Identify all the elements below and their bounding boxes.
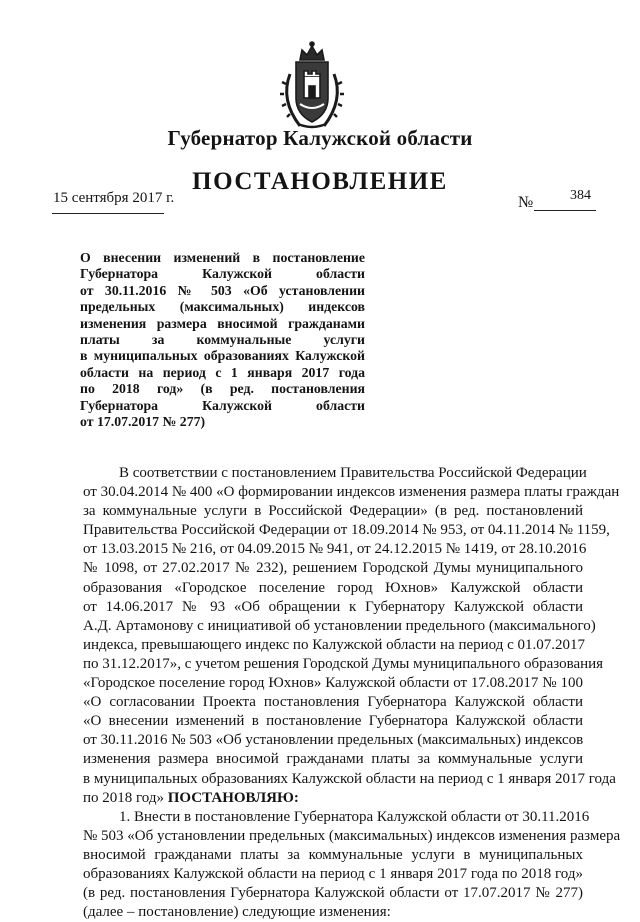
body-line: «О внесении изменений в постановление Губернатора Калужской области [83, 713, 583, 730]
body-line: от 30.11.2016 № 503 «Об установлении предельных (максимальных) индексов [83, 732, 584, 749]
subject-line: изменения размера вносимой гражданами [80, 315, 365, 331]
subject-line: предельных (максимальных) индексов [80, 299, 365, 315]
body-line: от 14.06.2017 № 93 «Об обращении к Губернатору Калужской области [83, 598, 583, 615]
doc-type-title: ПОСТАНОВЛЕНИЕ [192, 168, 448, 195]
body-line-end: по 2018 год» [83, 789, 165, 806]
body-line: 1. Внести в постановление Губернатора Калужской области от 30.11.2016 [119, 808, 590, 825]
body-line: за коммунальные услуги в Российской Федерации» (в ред. постановлений [83, 503, 583, 520]
body-line: Правительства Российской Федерации от 18.09.2014 № 953, от 04.11.2014 № 1159, [83, 522, 610, 539]
body-line: № 1098, от 27.02.2017 № 232), решением Городской Думы муниципального [83, 560, 583, 577]
subject-line: от 30.11.2016 № 503 «Об установлении [80, 282, 365, 298]
body-line: образования «Городское поселение город Юхнов» Калужской области [83, 579, 583, 596]
date-underline [52, 213, 164, 214]
body-line: образованиях Калужской области на период с 1 января 2017 года по 2018 год» [83, 865, 583, 882]
subject-line: Губернатора Калужской области [80, 397, 365, 413]
body-line: «О согласовании Проекта постановления Губернатора Калужской области [83, 694, 583, 711]
document-date: 15 сентября 2017 г. [53, 190, 175, 206]
body-line: индекса, превышающего индекс по Калужской области на период с 01.07.2017 [83, 636, 586, 653]
subject-line: от 17.07.2017 № 277) [80, 414, 206, 430]
body-line: В соответствии с постановлением Правительства Российской Федерации [119, 465, 587, 481]
subject-line: области на период с 1 января 2017 года [80, 364, 365, 380]
body-line: от 13.03.2015 № 216, от 04.09.2015 № 941, от 24.12.2015 № 1419, от 28.10.2016 [83, 541, 587, 558]
body-line: (в ред. постановления Губернатора Калужской области от 17.07.2017 № 277) [83, 885, 583, 902]
number-underline [534, 210, 596, 211]
coat-of-arms-icon [276, 40, 348, 132]
org-title: Губернатор Калужской области [167, 126, 473, 150]
subject-block [80, 250, 365, 430]
body-line: вносимой гражданами платы за коммунальные услуги в муниципальных [83, 846, 583, 863]
body-line: от 30.04.2014 № 400 «О формировании индексов изменения размера платы граждан [83, 484, 620, 501]
body-line: по 31.12.2017», с учетом решения Городской Думы муниципального образования [83, 655, 604, 672]
body-line: изменения размера вносимой гражданами платы за коммунальные услуги [83, 751, 583, 768]
body-line [83, 789, 583, 808]
body-line: (далее – постановление) следующие изменения: [83, 904, 391, 921]
body-text [83, 464, 621, 922]
number-sign: № [518, 194, 534, 211]
subject-line: платы за коммунальные услуги [80, 332, 365, 348]
subject-line: О внесении изменений в постановление [80, 250, 365, 265]
subject-line: Губернатора Калужской области [80, 266, 365, 282]
body-line: А.Д. Артамонову с инициативой об установлении предельного (максимального) [83, 617, 596, 634]
subject-line: в муниципальных образованиях Калужской [80, 348, 365, 364]
body-line: в муниципальных образованиях Калужской области на период с 1 января 2017 года [83, 770, 616, 787]
subject-line: по 2018 год» (в ред. постановления [80, 381, 365, 397]
document-number: 384 [570, 188, 591, 203]
body-line: № 503 «Об установлении предельных (максимальных) индексов изменения размера [83, 827, 621, 844]
body-line: «Городское поселение город Юхнов» Калужской области от 17.08.2017 № 100 [83, 675, 583, 692]
decree-word: ПОСТАНОВЛЯЮ: [167, 789, 299, 806]
